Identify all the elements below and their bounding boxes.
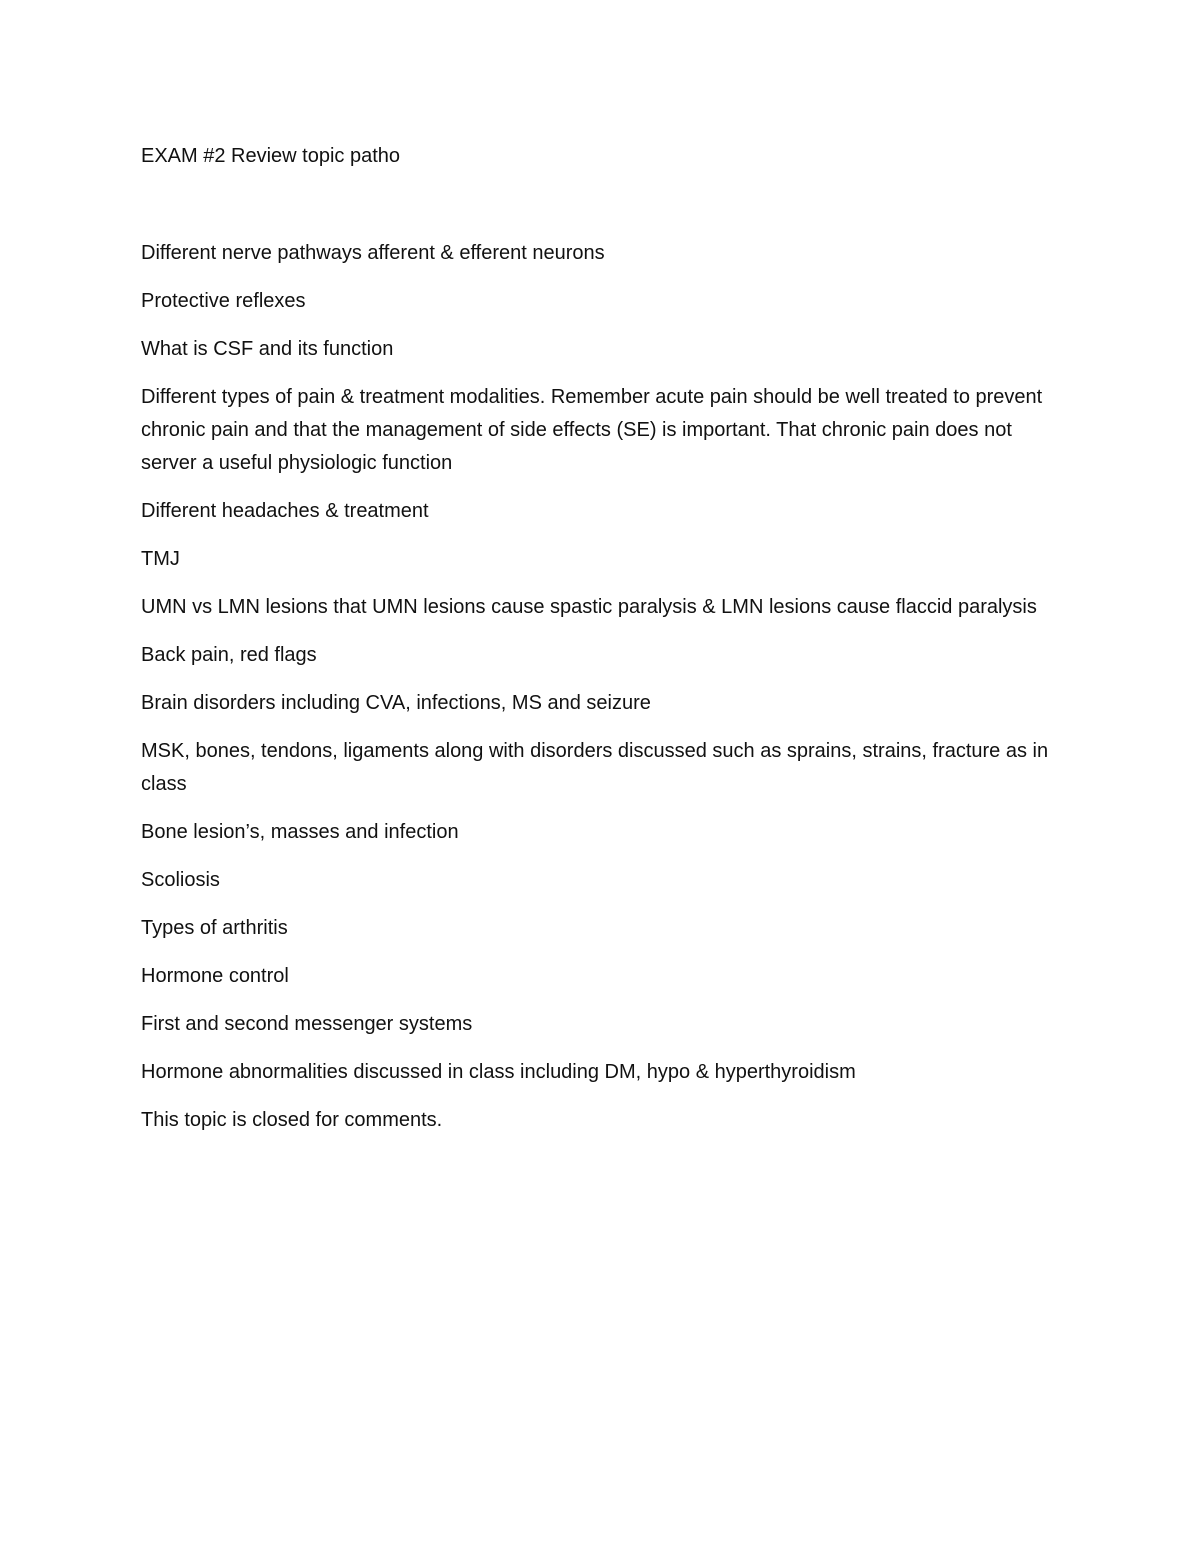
closing-note: This topic is closed for comments.	[141, 1109, 443, 1131]
list-item: UMN vs LMN lesions that UMN lesions cause spastic paralysis & LMN lesions cause flaccid paralysis	[141, 596, 1037, 618]
list-item: Different types of pain & treatment modalities. Remember acute pain should be well treated to prevent chronic pain and that the management of side effects (SE) is important. That chronic pain does not server a useful physiologic function	[141, 386, 1043, 474]
list-item: Bone lesion’s, masses and infection	[141, 821, 459, 843]
list-item: Protective reflexes	[141, 290, 306, 312]
list-item: Different headaches & treatment	[141, 500, 429, 522]
document-title: EXAM #2 Review topic patho	[141, 145, 401, 167]
list-item: First and second messenger systems	[141, 1013, 473, 1035]
list-item: TMJ	[141, 548, 180, 570]
list-item: MSK, bones, tendons, ligaments along with disorders discussed such as sprains, strains, fracture as in class	[141, 740, 1049, 795]
list-item: What is CSF and its function	[141, 338, 394, 360]
document-body	[141, 140, 1061, 1152]
list-item: Different nerve pathways afferent & efferent neurons	[141, 242, 605, 264]
list-item: Hormone abnormalities discussed in class including DM, hypo & hyperthyroidism	[141, 1061, 856, 1083]
list-item: Brain disorders including CVA, infections, MS and seizure	[141, 692, 651, 714]
list-item: Back pain, red flags	[141, 644, 317, 666]
list-item: Hormone control	[141, 965, 289, 987]
list-item: Scoliosis	[141, 869, 220, 891]
list-item: Types of arthritis	[141, 917, 288, 939]
